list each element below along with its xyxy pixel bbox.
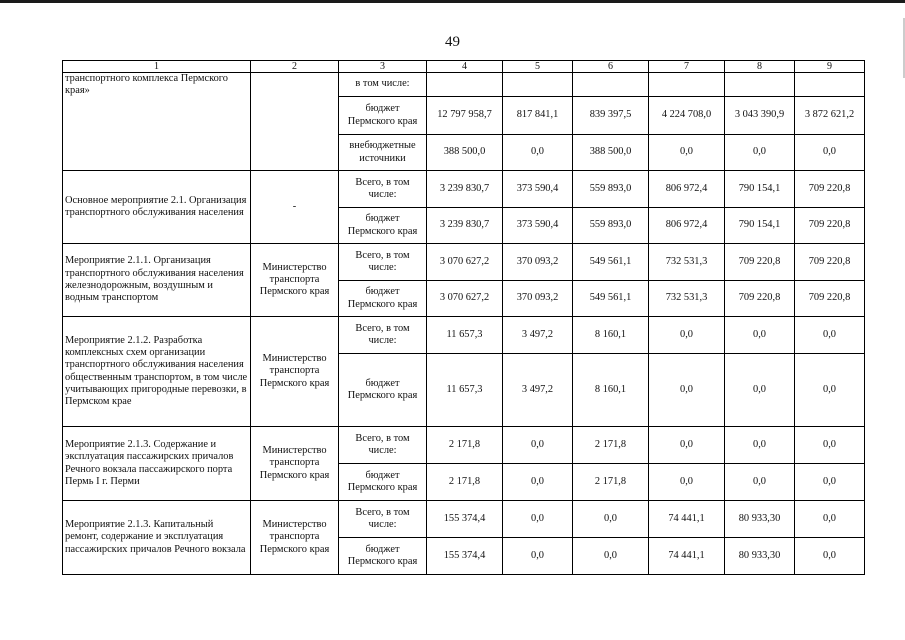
amount-cell	[795, 73, 865, 97]
amount-cell: 709 220,8	[795, 244, 865, 281]
table-row	[63, 427, 865, 464]
table-body	[63, 73, 865, 575]
amount-cell: 388 500,0	[427, 135, 503, 171]
amount-cell: 709 220,8	[725, 244, 795, 281]
amount-cell: 3 043 390,9	[725, 97, 795, 135]
amount-cell: 2 171,8	[573, 464, 649, 501]
amount-cell: 3 239 830,7	[427, 171, 503, 208]
activity-name-cell: Мероприятие 2.1.3. Капитальный ремонт, содержание и эксплуатация пассажирских причалов Речного вокзала	[63, 501, 251, 575]
col-header: 1	[63, 61, 251, 73]
amount-cell: 74 441,1	[649, 501, 725, 538]
amount-cell	[725, 73, 795, 97]
executor-cell: Министерство транспорта Пермского края	[251, 317, 339, 427]
amount-cell: 0,0	[573, 538, 649, 575]
funding-source-cell: бюджет Пермского края	[339, 97, 427, 135]
amount-cell: 3 872 621,2	[795, 97, 865, 135]
funding-source-cell: бюджет Пермского края	[339, 281, 427, 317]
funding-source-cell: внебюджетные источники	[339, 135, 427, 171]
amount-cell: 732 531,3	[649, 244, 725, 281]
amount-cell: 0,0	[725, 464, 795, 501]
funding-source-cell: бюджет Пермского края	[339, 354, 427, 427]
page-number: 49	[445, 34, 460, 50]
amount-cell: 732 531,3	[649, 281, 725, 317]
executor-cell	[251, 73, 339, 171]
amount-cell: 790 154,1	[725, 171, 795, 208]
table-row	[63, 317, 865, 354]
amount-cell: 0,0	[503, 135, 573, 171]
amount-cell: 0,0	[795, 317, 865, 354]
amount-cell: 0,0	[649, 427, 725, 464]
col-header: 4	[427, 61, 503, 73]
amount-cell: 0,0	[795, 501, 865, 538]
amount-cell: 370 093,2	[503, 281, 573, 317]
amount-cell: 0,0	[573, 501, 649, 538]
amount-cell: 155 374,4	[427, 501, 503, 538]
funding-source-cell: Всего, в том числе:	[339, 317, 427, 354]
amount-cell: 0,0	[795, 354, 865, 427]
col-header: 7	[649, 61, 725, 73]
budget-table	[62, 60, 865, 575]
amount-cell: 0,0	[503, 427, 573, 464]
amount-cell: 8 160,1	[573, 354, 649, 427]
amount-cell: 0,0	[503, 538, 573, 575]
amount-cell: 3 239 830,7	[427, 208, 503, 244]
table-row	[63, 244, 865, 281]
amount-cell: 74 441,1	[649, 538, 725, 575]
funding-source-cell: бюджет Пермского края	[339, 538, 427, 575]
amount-cell: 559 893,0	[573, 208, 649, 244]
executor-cell: Министерство транспорта Пермского края	[251, 244, 339, 317]
table-row	[63, 171, 865, 208]
amount-cell: 0,0	[795, 538, 865, 575]
amount-cell: 8 160,1	[573, 317, 649, 354]
executor-cell: Министерство транспорта Пермского края	[251, 427, 339, 501]
amount-cell	[427, 73, 503, 97]
activity-name-cell: Мероприятие 2.1.1. Организация транспортного обслуживания населения железнодорожным, воздушным и водным транспортом	[63, 244, 251, 317]
top-rule	[0, 0, 905, 3]
col-header: 9	[795, 61, 865, 73]
funding-source-cell: Всего, в том числе:	[339, 501, 427, 538]
amount-cell: 0,0	[725, 317, 795, 354]
amount-cell	[573, 73, 649, 97]
amount-cell: 0,0	[795, 427, 865, 464]
amount-cell: 559 893,0	[573, 171, 649, 208]
amount-cell: 373 590,4	[503, 208, 573, 244]
amount-cell: 11 657,3	[427, 354, 503, 427]
activity-name-cell: Основное мероприятие 2.1. Организация транспортного обслуживания населения	[63, 171, 251, 244]
amount-cell: 0,0	[649, 135, 725, 171]
amount-cell: 790 154,1	[725, 208, 795, 244]
funding-source-cell: бюджет Пермского края	[339, 464, 427, 501]
amount-cell: 806 972,4	[649, 171, 725, 208]
amount-cell: 0,0	[503, 501, 573, 538]
col-header: 5	[503, 61, 573, 73]
amount-cell: 0,0	[725, 427, 795, 464]
col-header: 8	[725, 61, 795, 73]
amount-cell: 3 497,2	[503, 354, 573, 427]
amount-cell: 2 171,8	[427, 464, 503, 501]
column-number-row	[63, 61, 865, 73]
table-row	[63, 73, 865, 97]
amount-cell: 155 374,4	[427, 538, 503, 575]
amount-cell: 11 657,3	[427, 317, 503, 354]
activity-name-cell: Мероприятие 2.1.2. Разработка комплексных схем организации транспортного обслуживания населения общественным транспортом, в том числе учитывающих пригородные перевозки, в Пермском крае	[63, 317, 251, 427]
amount-cell: 2 171,8	[573, 427, 649, 464]
executor-cell: Министерство транспорта Пермского края	[251, 501, 339, 575]
funding-source-cell: Всего, в том числе:	[339, 244, 427, 281]
funding-source-cell: Всего, в том числе:	[339, 427, 427, 464]
amount-cell: 0,0	[795, 464, 865, 501]
amount-cell: 709 220,8	[795, 208, 865, 244]
funding-source-cell: Всего, в том числе:	[339, 171, 427, 208]
amount-cell: 3 070 627,2	[427, 281, 503, 317]
amount-cell	[503, 73, 573, 97]
activity-name-cell: Мероприятие 2.1.3. Содержание и эксплуатация пассажирских причалов Речного вокзала пассажирского порта Пермь I г. Перми	[63, 427, 251, 501]
amount-cell: 0,0	[725, 135, 795, 171]
executor-cell: -	[251, 171, 339, 244]
amount-cell: 0,0	[725, 354, 795, 427]
amount-cell: 0,0	[649, 354, 725, 427]
amount-cell: 80 933,30	[725, 501, 795, 538]
amount-cell: 3 497,2	[503, 317, 573, 354]
amount-cell: 709 220,8	[725, 281, 795, 317]
col-header: 3	[339, 61, 427, 73]
amount-cell: 0,0	[649, 464, 725, 501]
amount-cell: 0,0	[503, 464, 573, 501]
amount-cell: 549 561,1	[573, 281, 649, 317]
amount-cell: 0,0	[649, 317, 725, 354]
funding-source-cell: в том числе:	[339, 73, 427, 97]
amount-cell: 709 220,8	[795, 171, 865, 208]
amount-cell: 806 972,4	[649, 208, 725, 244]
col-header: 2	[251, 61, 339, 73]
activity-name-cell: транспортного комплекса Пермского края»	[63, 73, 251, 171]
amount-cell: 3 070 627,2	[427, 244, 503, 281]
amount-cell: 388 500,0	[573, 135, 649, 171]
amount-cell: 817 841,1	[503, 97, 573, 135]
amount-cell: 0,0	[795, 135, 865, 171]
amount-cell: 4 224 708,0	[649, 97, 725, 135]
col-header: 6	[573, 61, 649, 73]
amount-cell	[649, 73, 725, 97]
table-row	[63, 501, 865, 538]
amount-cell: 12 797 958,7	[427, 97, 503, 135]
amount-cell: 709 220,8	[795, 281, 865, 317]
amount-cell: 2 171,8	[427, 427, 503, 464]
amount-cell: 839 397,5	[573, 97, 649, 135]
amount-cell: 373 590,4	[503, 171, 573, 208]
amount-cell: 549 561,1	[573, 244, 649, 281]
funding-source-cell: бюджет Пермского края	[339, 208, 427, 244]
amount-cell: 80 933,30	[725, 538, 795, 575]
amount-cell: 370 093,2	[503, 244, 573, 281]
